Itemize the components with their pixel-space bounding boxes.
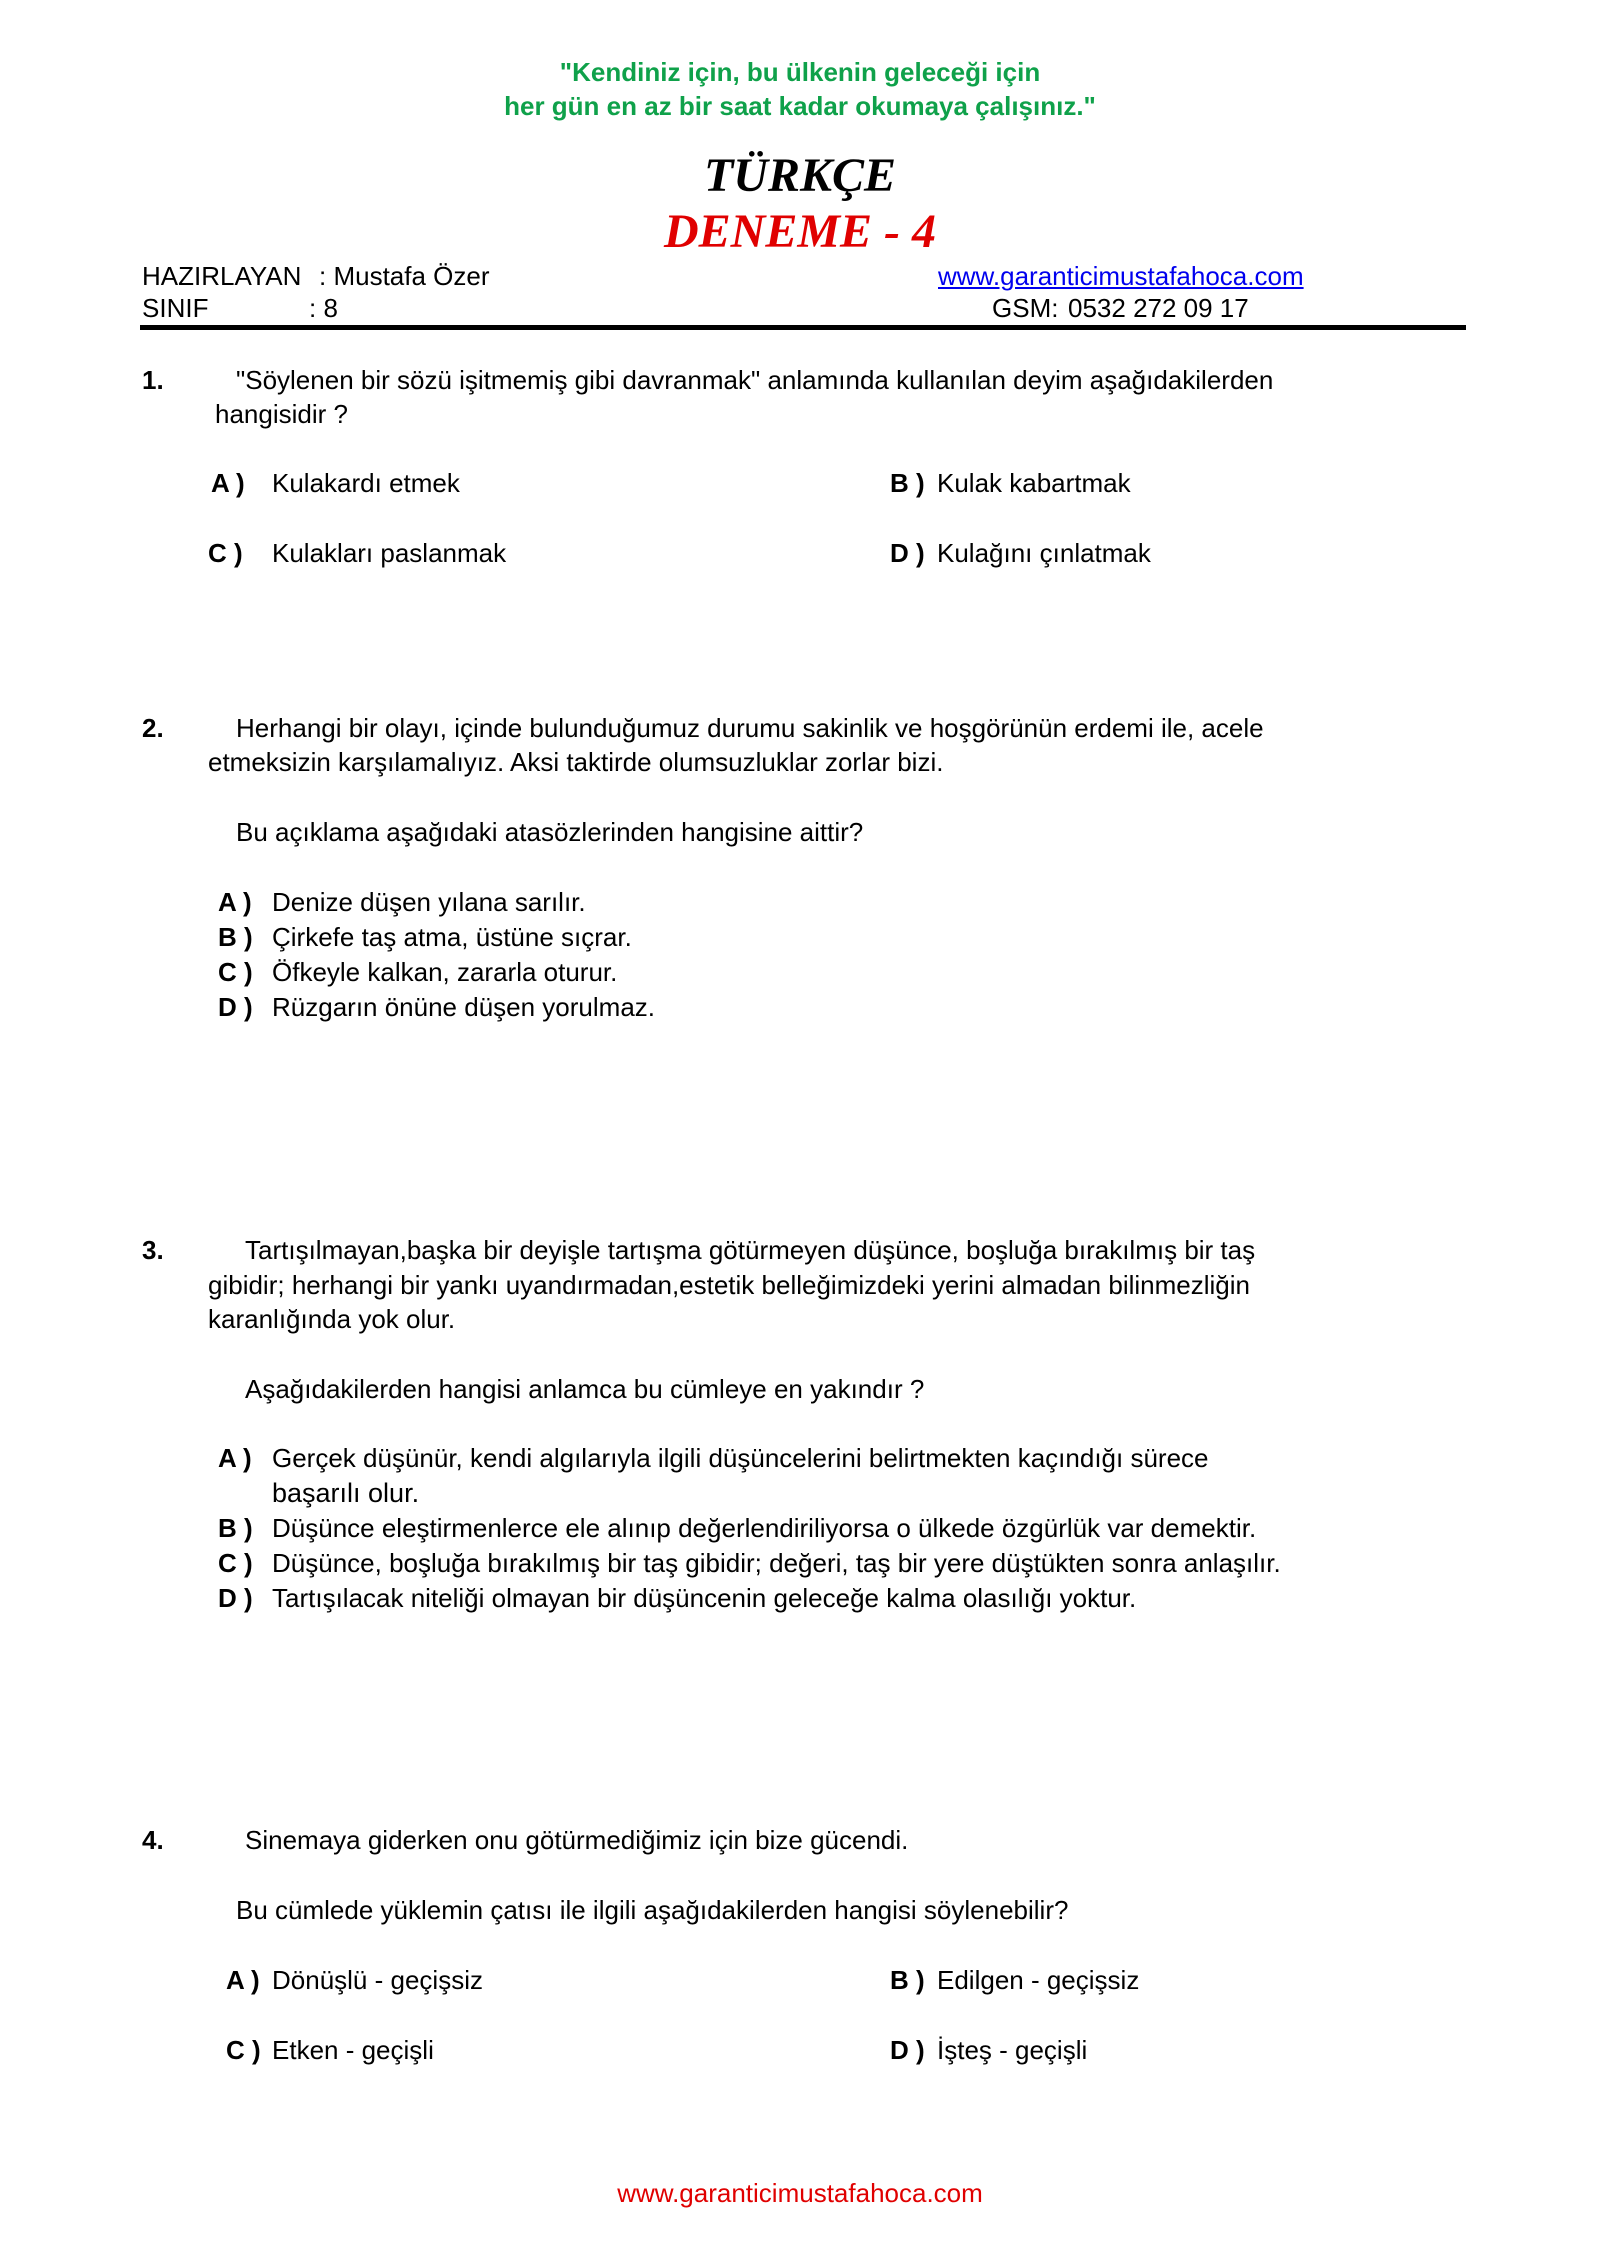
option-label: B ) <box>890 468 925 498</box>
question-3-option-d[interactable] <box>218 1584 1136 1614</box>
question-3-option-b[interactable] <box>218 1514 1256 1544</box>
question-3-stem-cont-2: karanlığında yok olur. <box>208 1304 456 1334</box>
question-4-stem: Sinemaya giderken onu götürmediğimiz için bize gücendi. <box>245 1825 909 1855</box>
question-4-option-c[interactable] <box>226 2036 434 2066</box>
motto-line-1: "Kendiniz için, bu ülkenin geleceği için <box>559 57 1041 87</box>
author-label: HAZIRLAYAN <box>142 261 302 291</box>
question-1-option-a[interactable] <box>211 469 460 499</box>
option-label: C ) <box>208 538 243 568</box>
question-3-prompt: Aşağıdakilerden hangisi anlamca bu cümleye en yakındır ? <box>245 1374 925 1404</box>
page-subtitle: DENEME - 4 <box>663 205 937 258</box>
option-text: Tartışılacak niteliği olmayan bir düşüncenin geleceğe kalma olasılığı yoktur. <box>272 1583 1137 1613</box>
option-text: Etken - geçişli <box>272 2035 434 2065</box>
option-label: A ) <box>211 468 245 498</box>
option-text: Kulak kabartmak <box>937 468 1131 498</box>
option-label: C ) <box>218 1548 253 1578</box>
option-text: Kulakları paslanmak <box>272 538 507 568</box>
option-text: Çirkefe taş atma, üstüne sıçrar. <box>272 922 632 952</box>
question-2-option-c[interactable] <box>218 958 617 988</box>
question-3-option-a-cont: başarılı olur. <box>272 1478 420 1508</box>
motto-line-2: her gün en az bir saat kadar okumaya çalışınız." <box>504 91 1096 121</box>
option-label: B ) <box>218 1513 253 1543</box>
question-4-option-d[interactable] <box>890 2036 1087 2066</box>
option-text: Düşünce eleştirmenlerce ele alınıp değerlendiriliyorsa o ülkede özgürlük var demektir. <box>272 1513 1257 1543</box>
question-1-number: 1. <box>142 365 164 395</box>
header-divider <box>140 325 1466 330</box>
footer-website-link[interactable]: www.garanticimustafahoca.com <box>617 2178 983 2208</box>
question-2-number: 2. <box>142 713 164 743</box>
question-3-option-c[interactable] <box>218 1549 1281 1579</box>
option-text: İşteş - geçişli <box>937 2035 1088 2065</box>
question-3-stem-cont-1: gibidir; herhangi bir yankı uyandırmadan,estetik belleğimizdeki yerini almadan bilinmezliğin <box>208 1270 1250 1300</box>
question-1-option-d[interactable] <box>890 539 1151 569</box>
question-2-option-b[interactable] <box>218 923 632 953</box>
option-label: D ) <box>890 2035 925 2065</box>
option-text: Dönüşlü - geçişsiz <box>272 1965 483 1995</box>
option-text: Denize düşen yılana sarılır. <box>272 887 586 917</box>
option-text: Rüzgarın önüne düşen yorulmaz. <box>272 992 656 1022</box>
option-label: D ) <box>218 992 253 1022</box>
option-label: A ) <box>218 1443 252 1473</box>
gsm-value: 0532 272 09 17 <box>1068 293 1249 323</box>
option-label: B ) <box>218 922 253 952</box>
question-2-option-a[interactable] <box>218 888 586 918</box>
question-1-stem-cont: hangisidir ? <box>215 399 348 429</box>
option-text: Kulakardı etmek <box>272 468 460 498</box>
question-3-option-a[interactable] <box>218 1444 1208 1474</box>
page-title: TÜRKÇE <box>703 149 897 202</box>
question-3-stem: Tartışılmayan,başka bir deyişle tartışma götürmeyen düşünce, boşluğa bırakılmış bir taş <box>245 1235 1256 1265</box>
author-value: : Mustafa Özer <box>319 261 490 291</box>
question-2-prompt: Bu açıklama aşağıdaki atasözlerinden hangisine aittir? <box>236 817 864 847</box>
option-label: C ) <box>226 2035 261 2065</box>
question-1-stem: "Söylenen bir sözü işitmemiş gibi davranmak" anlamında kullanılan deyim aşağıdakilerden <box>236 365 1274 395</box>
option-text: Öfkeyle kalkan, zararla oturur. <box>272 957 618 987</box>
option-label: B ) <box>890 1965 925 1995</box>
question-1-option-b[interactable] <box>890 469 1131 499</box>
option-text: Kulağını çınlatmak <box>937 538 1151 568</box>
option-text: Edilgen - geçişsiz <box>937 1965 1140 1995</box>
question-4-prompt: Bu cümlede yüklemin çatısı ile ilgili aşağıdakilerden hangisi söylenebilir? <box>236 1895 1069 1925</box>
header-website-link[interactable]: www.garanticimustafahoca.com <box>938 261 1304 291</box>
option-label: C ) <box>218 957 253 987</box>
option-text: Düşünce, boşluğa bırakılmış bir taş gibidir; değeri, taş bir yere düştükten sonra anlaşılır. <box>272 1548 1281 1578</box>
question-2-option-d[interactable] <box>218 993 655 1023</box>
option-label: A ) <box>218 887 252 917</box>
question-2-stem: Herhangi bir olayı, içinde bulunduğumuz durumu sakinlik ve hoşgörünün erdemi ile, acele <box>236 713 1264 743</box>
question-4-option-a[interactable] <box>226 1966 483 1996</box>
question-2-stem-cont: etmeksizin karşılamalıyız. Aksi taktirde olumsuzluklar zorlar bizi. <box>208 747 944 777</box>
question-1-option-c[interactable] <box>208 539 506 569</box>
option-label: D ) <box>890 538 925 568</box>
gsm-label: GSM: <box>992 293 1059 323</box>
option-label: D ) <box>218 1583 253 1613</box>
class-value: : 8 <box>309 293 338 323</box>
question-4-option-b[interactable] <box>890 1966 1139 1996</box>
question-4-number: 4. <box>142 1825 164 1855</box>
option-text: Gerçek düşünür, kendi algılarıyla ilgili düşüncelerini belirtmekten kaçındığı sürece <box>272 1443 1209 1473</box>
option-label: A ) <box>226 1965 260 1995</box>
question-3-number: 3. <box>142 1235 164 1265</box>
class-label: SINIF <box>142 293 209 323</box>
